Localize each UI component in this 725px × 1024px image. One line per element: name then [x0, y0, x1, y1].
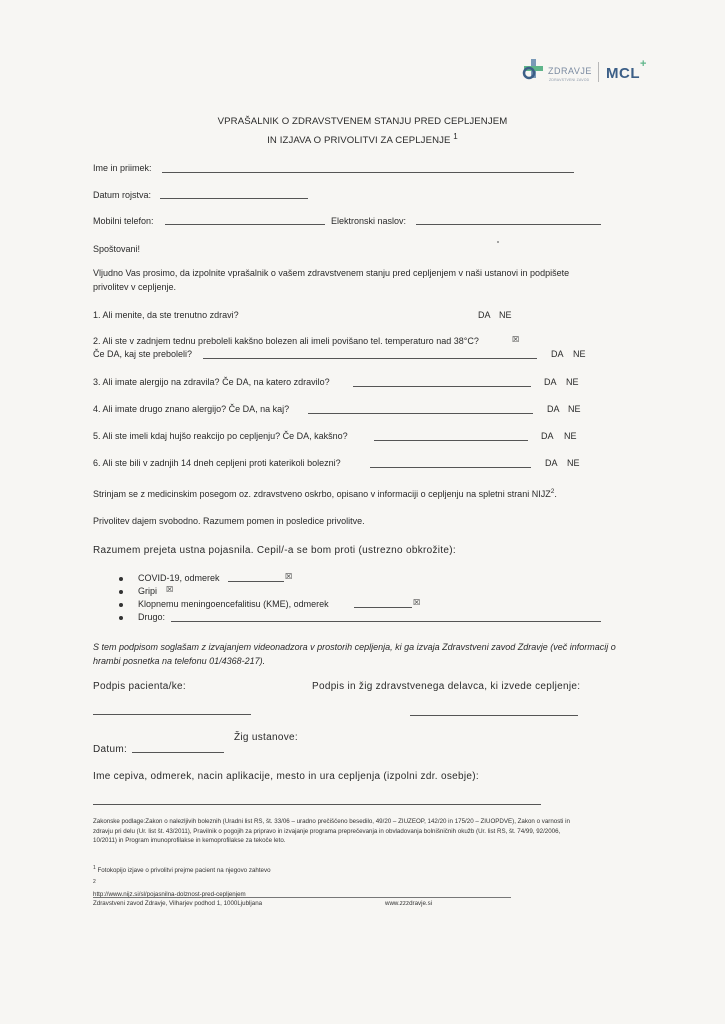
footnote-1-mark: 1	[93, 865, 96, 871]
q2-ne[interactable]: NE	[573, 349, 586, 359]
legal-line-1: Zakonske podlage:Zakon o nalezljivih boleznih (Uradni list RS, št. 33/06 – uradno prečiščeno besedilo, 49/20 – ZIUZEOP, 142/20 in 175/20 – ZIUOPDVE), Zakon o varnosti in	[93, 818, 570, 825]
footer-address: Zdravstveni zavod Zdravje, Vilharjev podhod 1, 1000Ljubljana	[93, 900, 263, 907]
covid-dose-field[interactable]	[228, 581, 284, 582]
q4-da[interactable]: DA	[547, 404, 560, 414]
legal-text	[93, 817, 653, 846]
dob-label: Datum rojstva:	[93, 190, 152, 200]
legal-line-3: 10/2011) in Program imunoprofilakse in kemoprofilakse za tekoče leto.	[93, 837, 286, 844]
question-1: 1. Ali menite, da ste trenutno zdravi?	[93, 310, 239, 320]
question-2a: 2. Ali ste v zadnjem tednu preboleli kakšno bolezen ali imeli povišano tel. temperaturo nad 38°C?	[93, 336, 479, 346]
phone-field[interactable]	[165, 224, 325, 225]
intro-line-2: privolitev v cepljenje.	[93, 282, 177, 292]
worker-signature-label: Podpis in žig zdravstvenega delavca, ki izvede cepljenje:	[312, 681, 581, 692]
worker-signature-field[interactable]	[410, 715, 578, 716]
kme-checkbox[interactable]: ☒	[413, 598, 421, 607]
q4-answer-field[interactable]	[308, 413, 533, 414]
question-2b: Če DA, kaj ste preboleli?	[93, 349, 193, 359]
bullet-gripa	[119, 590, 123, 594]
drugo-field[interactable]	[171, 621, 601, 622]
q3-answer-field[interactable]	[353, 386, 531, 387]
vaccine-gripa[interactable]: Gripi	[138, 586, 158, 596]
bullet-kme	[119, 603, 123, 607]
zdravje-logo-icon	[521, 57, 545, 83]
footnote-2-mark: 2	[93, 879, 96, 885]
q3-ne[interactable]: NE	[566, 377, 579, 387]
q6-answer-field[interactable]	[370, 467, 531, 468]
consent-footnote-mark: 2	[550, 488, 555, 495]
q4-ne[interactable]: NE	[568, 404, 581, 414]
q5-da[interactable]: DA	[541, 431, 554, 441]
consent-nijz	[93, 488, 557, 499]
title-line-1: VPRAŠALNIK O ZDRAVSTVENEM STANJU PRED CEPLJENJEM	[217, 116, 508, 127]
vaccine-covid[interactable]: COVID-19, odmerek	[138, 573, 220, 583]
title-line-2: IZJAVA O PRIVOLITVI ZA CEPLJENJE	[279, 135, 451, 147]
logo-zdravje-subtext: ZDRAVSTVENI ZAVOD	[549, 78, 590, 82]
video-consent-line-1: S tem podpisom soglašam z izvajanjem videonadzora v prostorih cepljenja, ki ga izvaja Zdravstveni zavod Zdravje (več informacij o	[93, 642, 616, 652]
question-4: 4. Ali imate drugo znano alergijo? Če DA, na kaj?	[93, 404, 290, 414]
title-footnote-mark: 1	[453, 132, 458, 141]
q5-answer-field[interactable]	[374, 440, 528, 441]
vaccine-kme[interactable]: Klopnemu meningoencefalitisu (KME), odmerek	[138, 599, 329, 609]
q2-answer-field[interactable]	[203, 358, 537, 359]
dot-speck	[497, 241, 499, 243]
question-5: 5. Ali ste imeli kdaj hujšo reakcijo po cepljenju? Če DA, kakšno?	[93, 431, 348, 441]
logo-mcl-text: MCL	[606, 65, 640, 82]
patient-signature-field[interactable]	[93, 714, 251, 715]
bullet-drugo	[119, 616, 123, 620]
email-field[interactable]	[416, 224, 601, 225]
vaccine-heading: Razumem prejeta ustna pojasnila. Cepil/-a se bom proti (ustrezno obkrožite):	[93, 545, 456, 556]
vaccine-info-label: Ime cepiva, odmerek, nacin aplikacije, mesto in ura cepljenja (izpolni zdr. osebje):	[93, 771, 479, 782]
logo-separator	[598, 62, 599, 82]
name-field[interactable]	[162, 172, 574, 173]
intro-line-1: Vljudno Vas prosimo, da izpolnite vprašalnik o vašem zdravstvenem stanju pred cepljenjem v naši ustanovi in podpišete	[93, 268, 570, 278]
question-3: 3. Ali imate alergijo na zdravila? Če DA, na katero zdravilo?	[93, 377, 330, 387]
gripa-checkbox[interactable]: ☒	[166, 585, 174, 594]
vaccine-info-field[interactable]	[93, 804, 541, 805]
question-6: 6. Ali ste bili v zadnjih 14 dneh cepljeni proti katerikoli bolezni?	[93, 458, 341, 468]
q6-da[interactable]: DA	[545, 458, 558, 468]
name-label: Ime in priimek:	[93, 163, 152, 173]
patient-signature-label: Podpis pacienta/ke:	[93, 681, 186, 692]
q3-da[interactable]: DA	[544, 377, 557, 387]
footer-website[interactable]: www.zzzdravje.si	[385, 900, 433, 907]
title-line-2-prefix: IN	[267, 135, 277, 147]
q2-da[interactable]: DA	[551, 349, 564, 359]
consent-nijz-end: .	[554, 489, 557, 499]
dob-field[interactable]	[160, 198, 308, 199]
phone-label: Mobilni telefon:	[93, 216, 154, 226]
q1-ne[interactable]: NE	[499, 310, 512, 320]
logo-plus-icon: +	[640, 58, 647, 70]
bullet-covid	[119, 577, 123, 581]
date-label: Datum:	[93, 744, 128, 755]
title-line-2-wrap	[0, 132, 725, 146]
email-label: Elektronski naslov:	[331, 216, 407, 226]
footer-divider	[93, 897, 511, 898]
covid-checkbox[interactable]: ☒	[285, 572, 293, 581]
q1-da[interactable]: DA	[478, 310, 491, 320]
footnote-2	[93, 878, 246, 899]
consent-nijz-text: Strinjam se z medicinskim posegom oz. zdravstveno oskrbo, opisano v informaciji o cepljenju na spletni strani NIJZ	[93, 489, 551, 499]
greeting: Spoštovani!	[93, 244, 141, 254]
vaccine-drugo[interactable]: Drugo:	[138, 612, 166, 622]
legal-line-2: zdravju pri delu (Ur. list št. 43/2011), Pravilnik o pogojih za pripravo in izvajanje programa preprečevanja in obvladovanja bolnišničnih okužb (Ur. list RS, št. 74/99, 92/2006,	[93, 827, 561, 835]
consent-free: Privolitev dajem svobodno. Razumem pomen in posledice privolitve.	[93, 516, 365, 526]
q5-ne[interactable]: NE	[564, 431, 577, 441]
date-field[interactable]	[132, 752, 224, 753]
q6-ne[interactable]: NE	[567, 458, 580, 468]
logo-zdravje-text: ZDRAVJE	[548, 66, 592, 76]
footnote-1	[93, 864, 271, 876]
video-consent-line-2: hrambi posnetka na telefonu 01/4368-217).	[93, 656, 266, 666]
stamp-label: Žig ustanove:	[234, 732, 298, 743]
footnote-1-text: Fotokopijo izjave o privolitvi prejme pacient na njegovo zahtevo	[97, 867, 271, 875]
footnote-2-link[interactable]: http://www.nijz.si/sl/pojasnilna-dolznost-pred-cepljenjem	[93, 890, 246, 898]
q2-checkbox[interactable]: ☒	[512, 335, 520, 344]
kme-dose-field[interactable]	[354, 607, 412, 608]
